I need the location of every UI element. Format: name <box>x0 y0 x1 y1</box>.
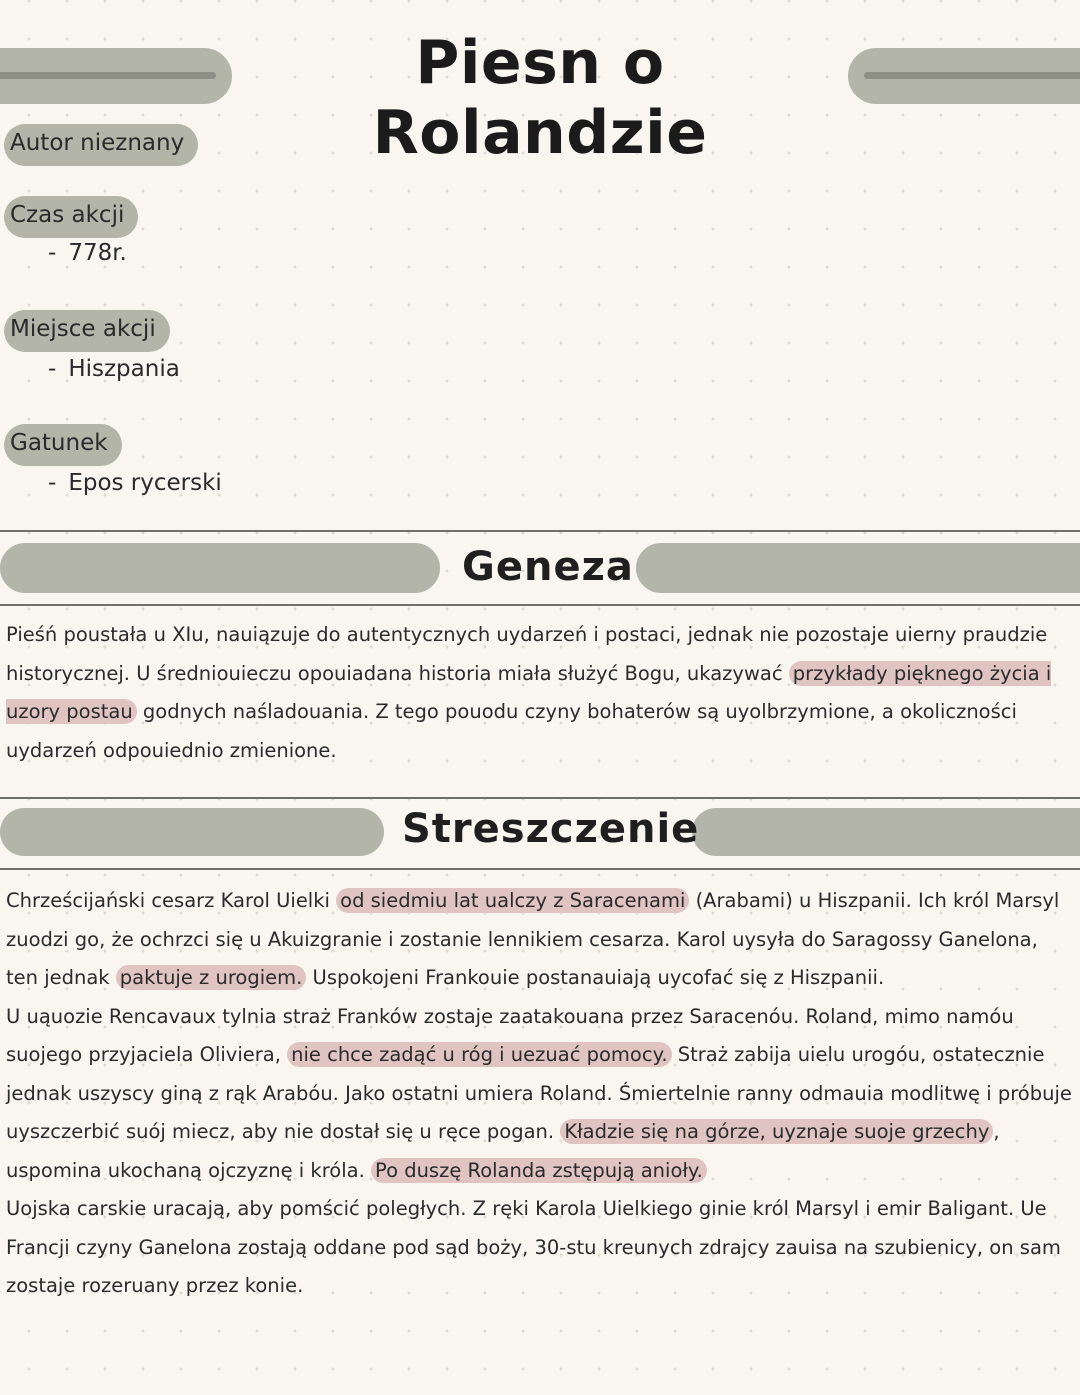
section-divider-bottom <box>0 604 1080 606</box>
section-divider-bottom <box>0 868 1080 870</box>
section-divider-top <box>0 797 1080 799</box>
highlight: przykłady pięknego życia i uzory postau <box>6 661 1052 723</box>
genre-value <box>48 470 222 496</box>
highlight: Kładzie się na górze, uyznaje suoje grzechy <box>560 1119 993 1144</box>
highlight: Po duszę Rolanda zstępują anioły. <box>371 1158 707 1183</box>
geneza-paragraph: Pieśń poustała u XIu, nauiązuje do autentycznych uydarzeń i postaci, jednak nie pozostaje uierny praudzie historycznej. U średniouieczu opouiadana historia miała służyć Bogu, ukazywać przykłady pięknego życia i uzory postau godnych naśladouania. Z tego pouodu czyny bohaterów są uyolbrzymione, a okoliczności uydarzeń odpouiednio zmienione. <box>6 623 1052 762</box>
genre-value-text: Epos rycerski <box>68 470 222 496</box>
bullet-dash: - <box>48 356 57 382</box>
author-label: Autor nieznany <box>4 124 198 166</box>
bullet-dash: - <box>48 470 57 496</box>
time-value <box>48 240 127 266</box>
time-label: Czas akcji <box>4 196 138 238</box>
section-divider-top <box>0 530 1080 532</box>
section-title-geneza: Geneza <box>462 544 634 590</box>
bullet-dash: - <box>48 240 57 266</box>
section-title-streszczenie: Streszczenie <box>402 806 700 852</box>
section-decoration-left <box>0 808 384 856</box>
section-decoration-right <box>692 808 1080 856</box>
time-value-text: 778r. <box>68 240 127 266</box>
title-decoration-left <box>0 48 232 104</box>
highlight: paktuje z urogiem. <box>116 965 307 990</box>
title-decoration-right <box>848 48 1080 104</box>
section-decoration-left <box>0 543 440 593</box>
section-decoration-right <box>636 543 1080 593</box>
place-value <box>48 356 180 382</box>
highlight: od siedmiu lat ualczy z Saracenami <box>336 888 689 913</box>
place-label: Miejsce akcji <box>4 310 170 352</box>
streszczenie-paragraph: Chrześcijański cesarz Karol Uielki od siedmiu lat ualczy z Saracenami (Arabami) u Hiszpanii. Ich król Marsyl zuodzi go, że ochrzci się u Akuizgranie i zostanie lennikiem cesarza. Karol uysyła do Saragossy Ganelona, ten jednak paktuje z urogiem. Uspokojeni Frankouie postanauiają uycofać się z Hiszpanii. U uąuozie Rencavaux tylnia straż Franków zostaje zaatakouana przez Saracenóu. Roland, mimo namóu suojego przyjaciela Oliviera, nie chce zadąć u róg i uezuać pomocy. Straż zabija uielu urogóu, ostatecznie jednak uszyscy giną z rąk Arabóu. Jako ostatni umiera Roland. Śmiertelnie ranny odmauia modlitwę i próbuje uyszczerbić suój miecz, aby nie dostał się u ręce pogan. Kładzie się na górze, uyznaje suoje grzechy , uspomina ukochaną ojczyznę i króla. Po duszę Rolanda zstępują anioły. Uojska carskie uracają, aby pomścić poległych. Z ręki Karola Uielkiego ginie król Marsyl i emir Baligant. Ue Francji czyny Ganelona zostają oddane pod sąd boży, 30-stu kreunych zdrajcy zauisa na szubienicy, on sam zostaje rozeruany przez konie. <box>6 889 1072 1297</box>
highlight: nie chce zadąć u róg i uezuać pomocy. <box>287 1042 671 1067</box>
genre-label: Gatunek <box>4 424 122 466</box>
place-value-text: Hiszpania <box>68 356 180 382</box>
page-title: Piesn o Rolandzie <box>372 28 708 168</box>
